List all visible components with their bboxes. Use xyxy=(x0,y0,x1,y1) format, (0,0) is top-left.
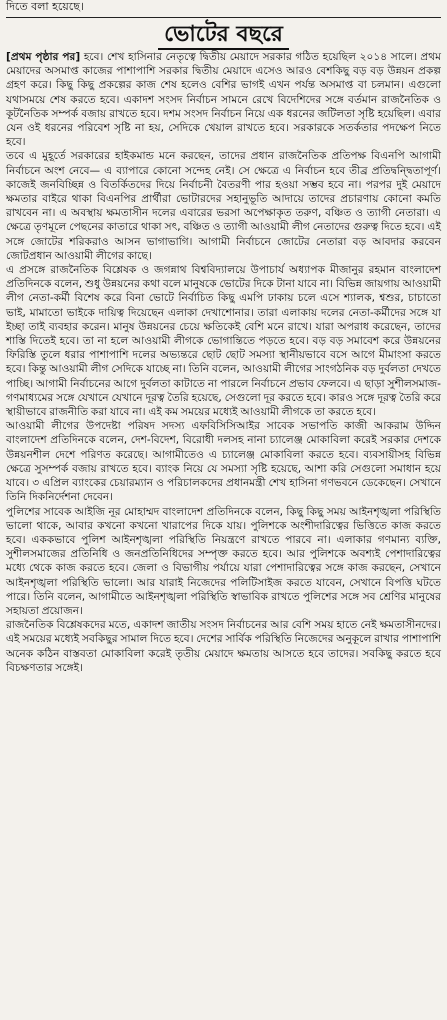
previous-article-fragment: দিতে বলা হয়েছে। xyxy=(6,0,441,18)
paragraph-2: তবে এ মুহূর্তে সরকারের হাইকমান্ড মনে করছেন, তাদের প্রধান রাজনৈতিক প্রতিপক্ষ বিএনপি আগামী নির্বাচনে অংশ নেবে— এ ব্যাপারে কোনো সন্দেহ নেই। সে ক্ষেত্রে এ নির্বাচন হবে তীব্র প্রতিদ্বন্দ্বিতাপূর্ণ। কাজেই জনবিচ্ছিন্ন ও বিতর্কিতদের দিয়ে নির্বাচনী বৈতরণী পার হওয়া সম্ভব হবে না। পরপর দুই মেয়াদে ক্ষমতার বাইরে থাকা বিএনপির প্রার্থীরা ভোটারদের সহানুভূতি আদায়ে তাদের প্রচারণায় কোনো কমতি রাখবেন না। এ অবস্থায় ক্ষমতাসীন দলের এবারের ভরসা অপেক্ষাকৃত তরুণ, বঞ্চিত ও ত্যাগী নেতারা। এ ক্ষেত্রে তৃণমূলে পেছনের কাতারে থাকা সৎ, বঞ্চিত ও ত্যাগী আওয়ামী লীগ নেতাদের গুরুত্ব দিতে হবে। এই সঙ্গে জোটের শরিকরাও আসন ভাগাভাগি। আগামী নির্বাচনে জোটের নেতারা বড় আবদার করবেন জোটপ্রধান আওয়ামী লীগের কাছে। xyxy=(6,150,441,262)
continuation-label: [প্রথম পৃষ্ঠার পর] xyxy=(6,51,81,63)
paragraph-1 xyxy=(6,50,441,149)
paragraph-6: রাজনৈতিক বিশ্লেষকদের মতে, একাদশ জাতীয় সংসদ নির্বাচনের আর বেশি সময় হাতে নেই ক্ষমতাসীনদের। এই সময়ের মধ্যেই সবকিছুর সামাল দিতে হবে। দেশের সার্বিক পরিস্থিতি নিজেদের অনুকূলে রাখার পাশাপাশি অনেক কঠিন বাস্তবতা মোকাবিলা করেই তৃতীয় মেয়াদে ক্ষমতায় আসতে হবে তাদের। সবকিছু করতে হবে বিচক্ষণতার সঙ্গেই। xyxy=(6,619,441,674)
article-headline: ভোটের বছরে xyxy=(158,20,289,50)
paragraph-3: এ প্রসঙ্গে রাজনৈতিক বিশ্লেষক ও জগন্নাথ বিশ্ববিদ্যালয়ে উপাচার্য অধ্যাপক মীজানুর রহমান বাংলাদেশ প্রতিদিনকে বলেন, শুধু উন্নয়নের কথা বলে মানুষকে ভোটের দিকে টানা যাবে না। বিভিন্ন জায়গায় আওয়ামী লীগ নেতা-কর্মী বিশেষ করে বিনা ভোটে নির্বাচিত কিছু এমপি ঢাকায় চলে এসে শ্যালক, শ্বশুর, চাচাতো ভাই, মামাতো ভাইকে দায়িত্ব দিয়েছেন এলাকা দেখাশোনার। তারা এলাকায় দলের নেতা-কর্মীদের সঙ্গে যা ইচ্ছা তাই ব্যবহার করেন। মানুষ উন্নয়নের চেয়ে ক্ষতিকেই বেশি মনে রাখে। যারা অপরাধ করেছেন, তাদের শাস্তি দিতেই হবে। তা না হলে আওয়ামী লীগকে ভোগান্তিতে পড়তে হবে। বড় বড় সমাবেশ করে উন্নয়নের ফিরিস্তি তুলে ধরার পাশাপাশি দলের অভ্যন্তরে ছোট ছোট সমস্যা স্থানীয়ভাবে বসে আগে মীমাংসা করতে হবে। কিন্তু আওয়ামী লীগ সেদিকে যাচ্ছে না। তিনি বলেন, আওয়ামী লীগের সাংগঠনিক বড় দুর্বলতা দেখতে পাচ্ছি। আগামী নির্বাচনের আগে দুর্বলতা কাটাতে না পারলে নির্বাচনে প্রভাব ফেলবে। এ ছাড়া সুশীলসমাজ-গণমাধ্যমের সঙ্গে যেখানে যেখানে দূরত্ব তৈরি হয়েছে, সেগুলো দূর করতে হবে। কারও সঙ্গে দূরত্ব তৈরি করে স্থায়ীভাবে রাজনীতি করা যাবে না। এই কম সময়ের মধ্যেই আওয়ামী লীগকে তা করতে হবে। xyxy=(6,264,441,419)
paragraph-4: আওয়ামী লীগের উপদেষ্টা পরিষদ সদস্য এফবিসিসিআইর সাবেক সভাপতি কাজী আকরাম উদ্দিন বাংলাদেশ প্রতিদিনকে বলেন, দেশ-বিদেশ, বিরোধী দলসহ নানা চ্যালেঞ্জ মোকাবিলা করেই সরকার দেশকে উন্নয়নশীল দেশে পরিণত করেছে। আগামীতেও এ চ্যালেঞ্জ মোকাবিলা করতে হবে। ব্যবসায়ীসহ বিভিন্ন ক্ষেত্রে সুসম্পর্ক বজায় রাখতে হবে। ব্যাংক নিয়ে যে সমস্যা সৃষ্টি হয়েছে, আশা করি সেগুলো সমাধান হয়ে যাবে। ৩ এপ্রিল ব্যাংকের চেয়ারম্যান ও পরিচালকদের প্রধানমন্ত্রী শেখ হাসিনা গণভবনে ডেকেছেন। সেখানে তিনি দিকনির্দেশনা দেবেন। xyxy=(6,420,441,504)
article-body xyxy=(6,50,441,675)
headline-wrap xyxy=(6,20,441,50)
paragraph-5: পুলিশের সাবেক আইজি নূর মোহাম্মদ বাংলাদেশ প্রতিদিনকে বলেন, কিছু কিছু সময় আইনশৃঙ্খলা পরিস্থিতি ভালো থাকে, আবার কখনো কখনো খারাপের দিকে যায়। পুলিশকে অংশীদারিত্বের ভিত্তিতে কাজ করতে হবে। এককভাবে পুলিশ আইনশৃঙ্খলা পরিস্থিতি নিয়ন্ত্রণে রাখতে পারবে না। এলাকার গণমান্য ব্যক্তি, সুশীলসমাজের প্রতিনিধি ও জনপ্রতিনিধিদের সম্পৃক্ত করতে হবে। আর পুলিশকে অবশ্যই পেশাদারিত্বের মধ্যে থেকে কাজ করতে হবে। জেলা ও বিভাগীয় পর্যায়ে যারা পেশাদারিত্বের সঙ্গে কাজ করছেন, সেখানে আইনশৃঙ্খলা পরিস্থিতি ভালো। আর যারাই নিজেদের পলিটিসাইজ করতে যাবেন, সেখানে বিপত্তি ঘটতে পারে। তিনি বলেন, আগামীতে আইনশৃঙ্খলা পরিস্থিতি স্বাভাবিক রাখতে পুলিশের সঙ্গে সব শ্রেণির মানুষের সহায়তা প্রয়োজন। xyxy=(6,505,441,617)
paragraph-1-text: হবে। শেখ হাসিনার নেতৃত্বে দ্বিতীয় মেয়াদে সরকার গঠিত হয়েছিল ২০১৪ সালে। প্রথম মেয়াদের অসমাপ্ত কাজের পাশাপাশি সরকার দ্বিতীয় মেয়াদে এসেও আরও বেশকিছু বড় বড় উন্নয়ন প্রকল্প গ্রহণ করে। কিছু কিছু প্রকল্পের কাজ শেষ হলেও বেশির ভাগই এখন পর্যন্ত অসমাপ্ত বা চলমান। এগুলো যথাসময়ে শেষ করতে হবে। একাদশ সংসদ নির্বাচন সামনে রেখে বিদেশিদের সঙ্গে বর্তমান রাজনৈতিক ও কূটনৈতিক সম্পর্ক বজায় রাখতে হবে। দশম সংসদ নির্বাচন নিয়ে এক ধরনের জটিলতা সৃষ্টি হয়েছিল। এবার যেন ওই ধরনের পরিবেশ সৃষ্টি না হয়, সেদিকে খেয়াল রাখতে হবে। সরকারকে সতর্কতার পদক্ষেপ নিতে হবে। xyxy=(6,51,442,149)
